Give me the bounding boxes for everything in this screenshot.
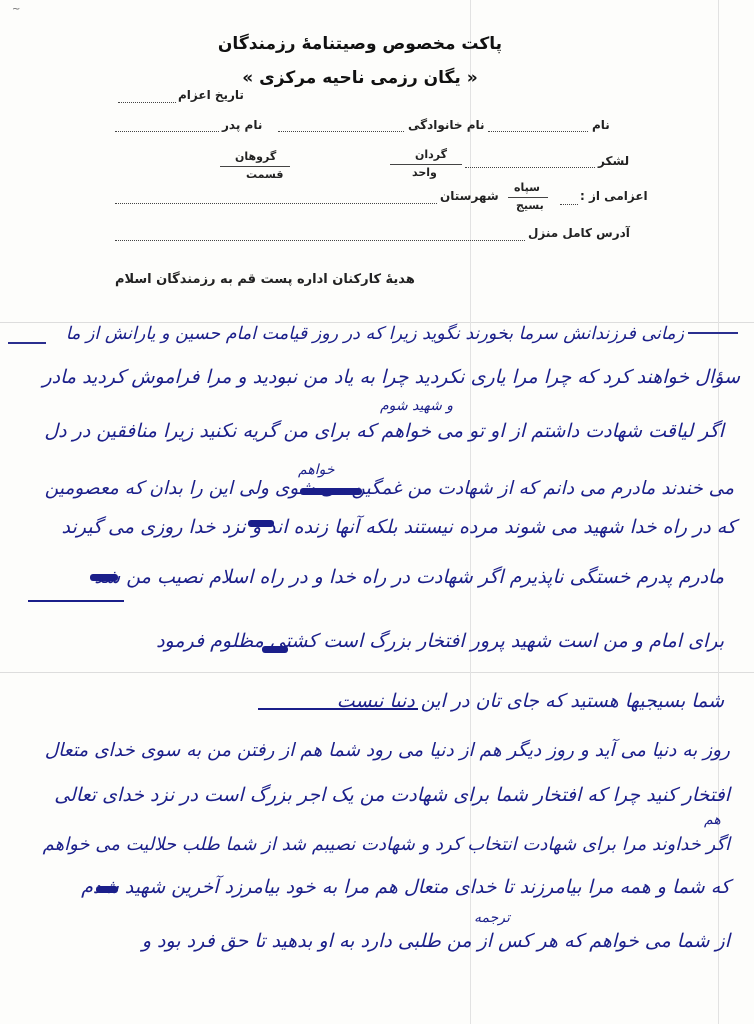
handwritten-line-3: اگر لیاقت شهادت داشتم از او تو می خواهم که برای من گریه نکنید زیرا منافقین در دل <box>44 420 724 442</box>
address-field-line <box>115 240 525 241</box>
family-name-field-line <box>278 131 404 132</box>
handwritten-line-13: از شما می خواهم که هر کس از من طلبی دارد به او بدهید تا حق فرد بود و <box>141 930 730 952</box>
line-margin-rule <box>688 332 738 334</box>
city-field-line <box>115 203 437 204</box>
handwritten-line-12: که شما و همه مرا بیامرزند تا خدای متعال هم مرا به خود بیامرزد آخرین شهید شدم <box>81 876 730 898</box>
group-label: گروهان <box>235 150 277 163</box>
dispatch-from-label: اعزامی از : <box>580 189 648 203</box>
handwritten-line-9: روز به دنیا می آید و روز دیگر هم از دنیا می رود شما هم از رفتن من به سوی خدای متعال <box>44 740 730 761</box>
basij-option: بسیج <box>516 199 544 212</box>
group-field-line <box>220 166 290 167</box>
date-field-line <box>118 102 176 103</box>
handwritten-line-2: سؤال خواهند کرد که چرا مرا یاری نکردید چرا به یاد من نبودید و مرا فراموش کردید مادر <box>42 366 740 388</box>
section-label: قسمت <box>246 168 284 181</box>
address-label: آدرس کامل منزل <box>528 226 630 240</box>
handwritten-line-10: افتخار کنید چرا که افتخار شما برای شهادت من یک اجر بزرگ است در نزد خدای تعالی <box>54 784 730 806</box>
sepah-option: سپاه <box>514 181 540 194</box>
corner-mark: ~ <box>12 4 21 15</box>
date-label: تاریخ اعزام <box>178 88 244 102</box>
paper-fold-line <box>0 672 754 673</box>
father-name-label: نام پدر <box>222 118 263 132</box>
handwritten-insertion: خواهم <box>298 462 335 478</box>
unit-label: واحد <box>412 166 437 179</box>
form-subtitle: « یگان رزمی ناحیه مرکزی » <box>242 68 478 88</box>
handwritten-line-7: برای امام و من است شهید پرور افتخار بزرگ است کشتی مظلوم فرمود <box>156 630 724 652</box>
father-name-field-line <box>115 131 219 132</box>
struck-through-text <box>28 600 124 602</box>
handwritten-line-4: می خندند مادرم می دانم که از شهادت من غمگین می شوی ولی این را بدان که معصومین <box>44 478 734 499</box>
battalion-field-line <box>390 164 462 165</box>
army-field-line <box>465 167 595 168</box>
handwritten-line-1: زمانی فرزندانش سرما بخورند نگوید زیرا که در روز قیامت امام حسین و یارانش از ما <box>65 324 684 344</box>
line-margin-rule <box>8 342 46 344</box>
post-office-note: هدیهٔ کارکنان اداره پست قم به رزمندگان اسلام <box>115 272 415 287</box>
handwritten-line-8: شما بسیجیها هستید که جای تان در این دنیا نیست <box>336 690 724 712</box>
name-label: نام <box>592 118 610 132</box>
battalion-label: گردان <box>415 148 448 161</box>
handwritten-insertion: هم <box>704 812 721 828</box>
army-label: لشکر <box>598 154 630 168</box>
family-name-label: نام خانوادگی <box>408 118 485 132</box>
dispatch-field-line <box>560 204 578 205</box>
paper-fold-line <box>0 322 754 323</box>
paper-fold-line <box>718 0 719 1024</box>
handwritten-line-11: اگر خداوند مرا برای شهادت انتخاب کرد و شهادت نصیبم شد از شما طلب حلالیت می خواهم <box>42 834 730 855</box>
option-separator <box>508 197 548 198</box>
city-label: شهرستان <box>440 189 499 203</box>
handwritten-insertion: ترجمه <box>474 910 510 926</box>
form-title: پاکت مخصوص وصیتنامهٔ رزمندگان <box>217 34 503 54</box>
handwritten-line-6: مادرم پدرم خستگی ناپذیرم اگر شهادت در راه خدا و در راه اسلام نصیب من شد <box>94 566 724 588</box>
paper-fold-line <box>470 0 471 1024</box>
handwritten-line-5: که در راه خدا شهید می شوند مرده نیستند بلکه آنها زنده اند و نزد خدا روزی می گیرند <box>61 516 736 538</box>
handwritten-insertion: و شهید شوم <box>380 398 454 414</box>
name-field-line <box>488 131 588 132</box>
